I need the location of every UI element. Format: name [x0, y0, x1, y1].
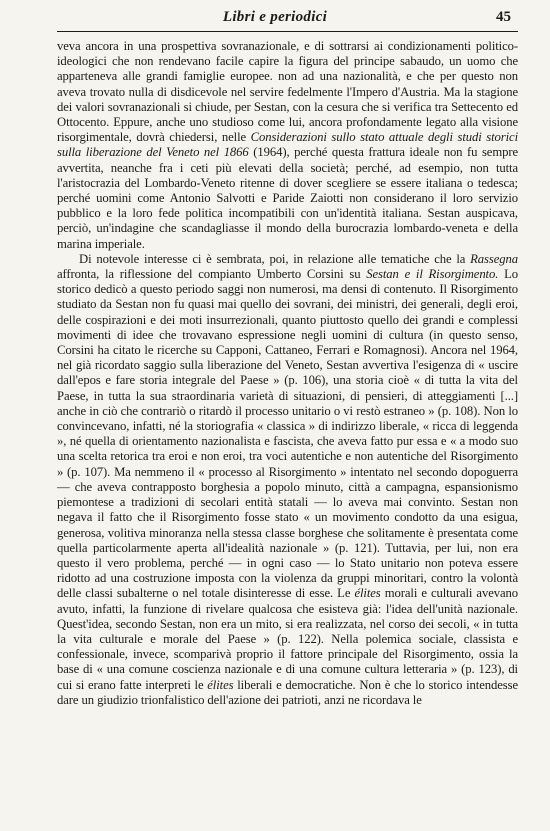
text-run: (1964), perché questa frattura ideale non fu sempre avvertita, neanche fra i ceti più elevati della società; perché, ad esempio, non tutta l'aristocrazia del Lombardo-Veneto ritenne di dover scegliere se essere italiana o tedesca; perché uomini come Antonio Salvotti e Paride Zaiotti non considerano il loro servizio pubblico e la loro fede politica incompatibili con un'identità italiana. Sestan auspicava, perciò, un'indagine che scandagliasse il mondo della burocrazia lombardo-veneta e della marina imperiale.: [57, 145, 518, 251]
italic-text: élites: [354, 586, 381, 601]
italic-text: élites: [207, 677, 234, 692]
italic-text: Sestan e il Risorgimento.: [366, 267, 499, 282]
running-head: Libri e periodici: [222, 9, 328, 25]
page-header: [0, 5, 550, 33]
header-rule: [57, 31, 518, 32]
italic-text: Considerazioni sullo stato attuale degli studi storici sulla liberazione del Veneto nel 1866: [57, 130, 518, 160]
paragraph-1: [57, 39, 518, 252]
text-run: Di notevole interesse ci è sembrata, poi, in relazione alle tematiche che la: [79, 251, 471, 266]
paragraph-2: [57, 252, 518, 708]
page-number: 45: [496, 9, 511, 25]
text-run: morali e culturali avevano avuto, infatti, la funzione di rivelare qualcosa che esisteva già: l'idea dell'unità nazionale. Quest'idea, secondo Sestan, non era un mito, si era realizzata, nel corso dei secoli, « in tutta la vita culturale e morale del Paese » (p. 122). Nella polemica sociale, classista e confessionale, invece, scomparivà proprio il fattore principale del Risorgimento, ossia la base di « una comune coscienza nazionale e di una comune cultura letteraria » (p. 123), di cui si erano fatte interpreti le: [57, 586, 518, 692]
italic-text: Rassegna: [470, 251, 518, 266]
text-run: veva ancora in una prospettiva sovranazionale, e di sottrarsi ai condizionamenti politico-ideologici che non rendevano facile capire la figura del principe sabaudo, un uomo che apparteneva alle grandi famiglie europee. non ad una nazionalità, e che per questo non aveva trovato nulla di disdicevole nel servire fedelmente l'Impero d'Austria. Ma la stagione dei valori sovranazionali si chiude, per Sestan, con la cesura che si verifica tra Settecento ed Ottocento. Eppure, anche uno studioso come lui, ancora profondamente legato alla visione risorgimentale, dovrà chiedersi, nelle: [57, 39, 518, 145]
text-run: affronta, la riflessione del compianto Umberto Corsini su: [57, 267, 367, 282]
text-run: liberali e democratiche. Non è che lo storico intendesse dare un giudizio trionfalistico dell'azione dei patrioti, anzi ne ricordava le: [57, 677, 518, 707]
body-text: [57, 39, 518, 708]
text-run: Lo storico dedicò a questo periodo saggi non numerosi, ma densi di contenuto. Il Risorgimento studiato da Sestan non fu quasi mai quello dei sovrani, dei ministri, dei generali, degli eroi, delle cospirazioni e dei moti insurrezionali, quanto piuttosto quello dei grandi e complessi movimenti di idee che trovavano espressione negli uomini di cultura (in questo senso, Corsini ha citato le ricerche su Capponi, Cattaneo, Ferrari e Romagnosi). Ancora nel 1964, nel già ricordato saggio sulla liberazione del Veneto, Sestan avvertiva l'esigenza di « uscire dall'epos e fare storia integrale del Paese » (p. 106), una storia cioè « di tutta la vita del Paese, in tutta la sua straordinaria varietà di situazioni, di pensieri, di atteggiamenti [...] anche in ciò che contrariò o ritardò il processo unitario o vi restò estraneo » (p. 108). Non lo convincevano, infatti, né la storiografia « classica » di indirizzo liberale, « ricca di leggenda », né quella di orientamento nazionalista e fascista, che aveva fatto pur essa e « a modo suo una scelta retorica tra eroi e non eroi, tra voci autentiche e non autentiche del Risorgimento » (p. 107). Ma nemmeno il « processo al Risorgimento » intentato nel secondo dopoguerra — che aveva contrapposto borghesia a popolo minuto, città a campagna, espansionismo piemontese a tradizioni di secolari entità statali — lo aveva mai convinto. Sestan non negava il fatto che il Risorgimento fosse stato « un movimento condotto da una esigua, generosa, volitiva minoranza nella stessa classe borghese che solitamente è presentata come quella particolarmente aperta all'idealità nazionale » (p. 121). Tuttavia, per lui, non era questo il vero problema, perché — in ogni caso — lo Stato unitario non poteva essere ridotto ad una costruzione imposta con la violenza da gruppi minoritari, contro la volontà delle classi subalterne o nel totale disinteresse di esse. Le: [57, 267, 518, 601]
